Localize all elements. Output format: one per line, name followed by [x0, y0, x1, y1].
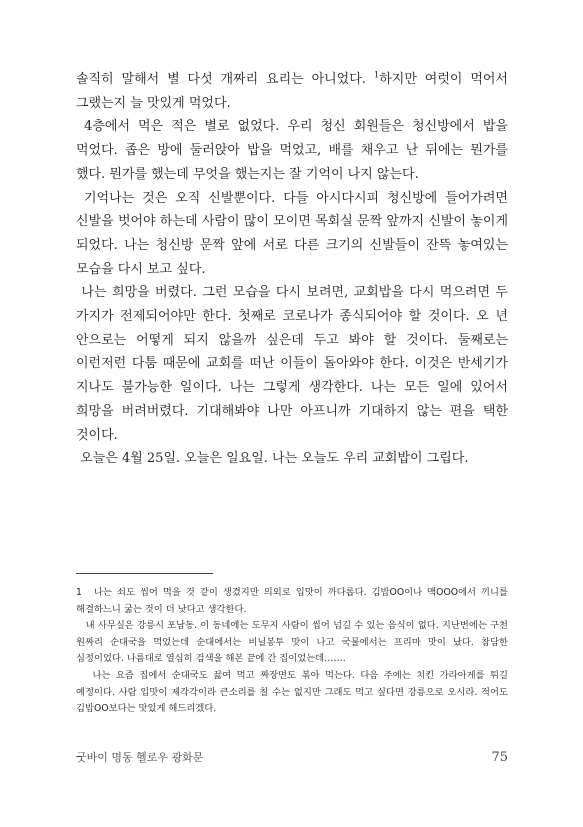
page-number: 75 [491, 750, 508, 765]
footnote-separator [76, 573, 213, 574]
paragraph-1: 솔직히 말해서 별 다섯 개짜리 요리는 아니었다. $^1$하지만 여럿이 먹어서 그랬는지 늘 맛있게 먹었다. [76, 70, 508, 111]
footnote-1: 1 나는 쇠도 씹어 먹을 것 같이 생겼지만 의외로 입맛이 까다롭다. 김밥OO이나 맥OOO에서 끼니를 해결하느니 굶는 것이 더 낫다고 생각한다. [76, 587, 508, 615]
footnote-number: 1 [76, 587, 82, 598]
paragraph-5: 오늘은 4월 25일. 오늘은 일요일. 나는 오늘도 우리 교회밥이 그립다. [80, 451, 469, 467]
running-title: 굿바이 명동 헬로우 광화문 [76, 751, 204, 764]
footnote-reference[interactable]: 1 [373, 70, 380, 81]
footnotes [76, 585, 508, 718]
page-footer [76, 748, 508, 768]
paragraph-3: 기억나는 것은 오직 신발뿐이다. 다들 아시다시피 청신방에 들어가려면 신발을 벗어야 하는데 사람이 많이 모이면 목회실 문짝 앞까지 신발이 놓이게 되었다. 나는 청신방 문짝 앞에 서로 다른 크기의 신발들이 잔뜩 놓여있는 모습을 다시 보고 싶다. [76, 190, 508, 277]
paragraph-4: 나는 희망을 버렸다. 그런 모습을 다시 보려면, 교회밥을 다시 먹으려면 두 가지가 전제되어야만 한다. 첫째로 코로나가 종식되어야 할 것이다. 오 년 안으로는 어떻게 되지 않을까 싶은데 두고 봐야 할 것이다. 둘째로는 이런저런 다툼 때문에 교회를 떠난 이들이 돌아와야 한다. 이것은 반세기가 지나도 불가능한 일이다. 나는 그렇게 생각한다. 나는 모든 일에 있어서 희망을 버려버렸다. 기대해봐야 나만 아프니까 기대하지 않는 편을 택한 것이다. [76, 285, 508, 443]
footnote-1-paragraph-3: 나는 요즘 집에서 순대국도 끓여 먹고 짜장면도 볶아 먹는다. 다음 주에는 치킨 가라아게를 튀길 예정이다. 사람 입맛이 제각각이라 큰소리를 칠 수는 없지만 그래도 먹고 싶다면 강릉으로 오시라. 적어도 김밥OO보다는 맛있게 해드리겠다. [76, 669, 508, 715]
footnote-1-paragraph-2: 내 사무실은 강릉시 포남동. 이 동네에는 도무지 사람이 씹어 넘길 수 있는 음식이 없다. 지난번에는 구천 원짜리 순대국을 먹었는데 순대에서는 비닐봉투 맛이 나고 국물에서는 프리마 맛이 났다. 참담한 심정이었다. 나름대로 열심히 검색을 해본 끝에 간 집이었는데……. [76, 620, 509, 665]
main-text [76, 68, 508, 471]
paragraph-2: 4층에서 먹은 적은 별로 없었다. 우리 청신 회원들은 청신방에서 밥을 먹었다. 좁은 방에 둘러앉아 밥을 먹었고, 배를 채우고 난 뒤에는 뭔가를 했다. 뭔가를 했는데 무엇을 했는지는 잘 기억이 나지 않는다. [76, 119, 508, 182]
